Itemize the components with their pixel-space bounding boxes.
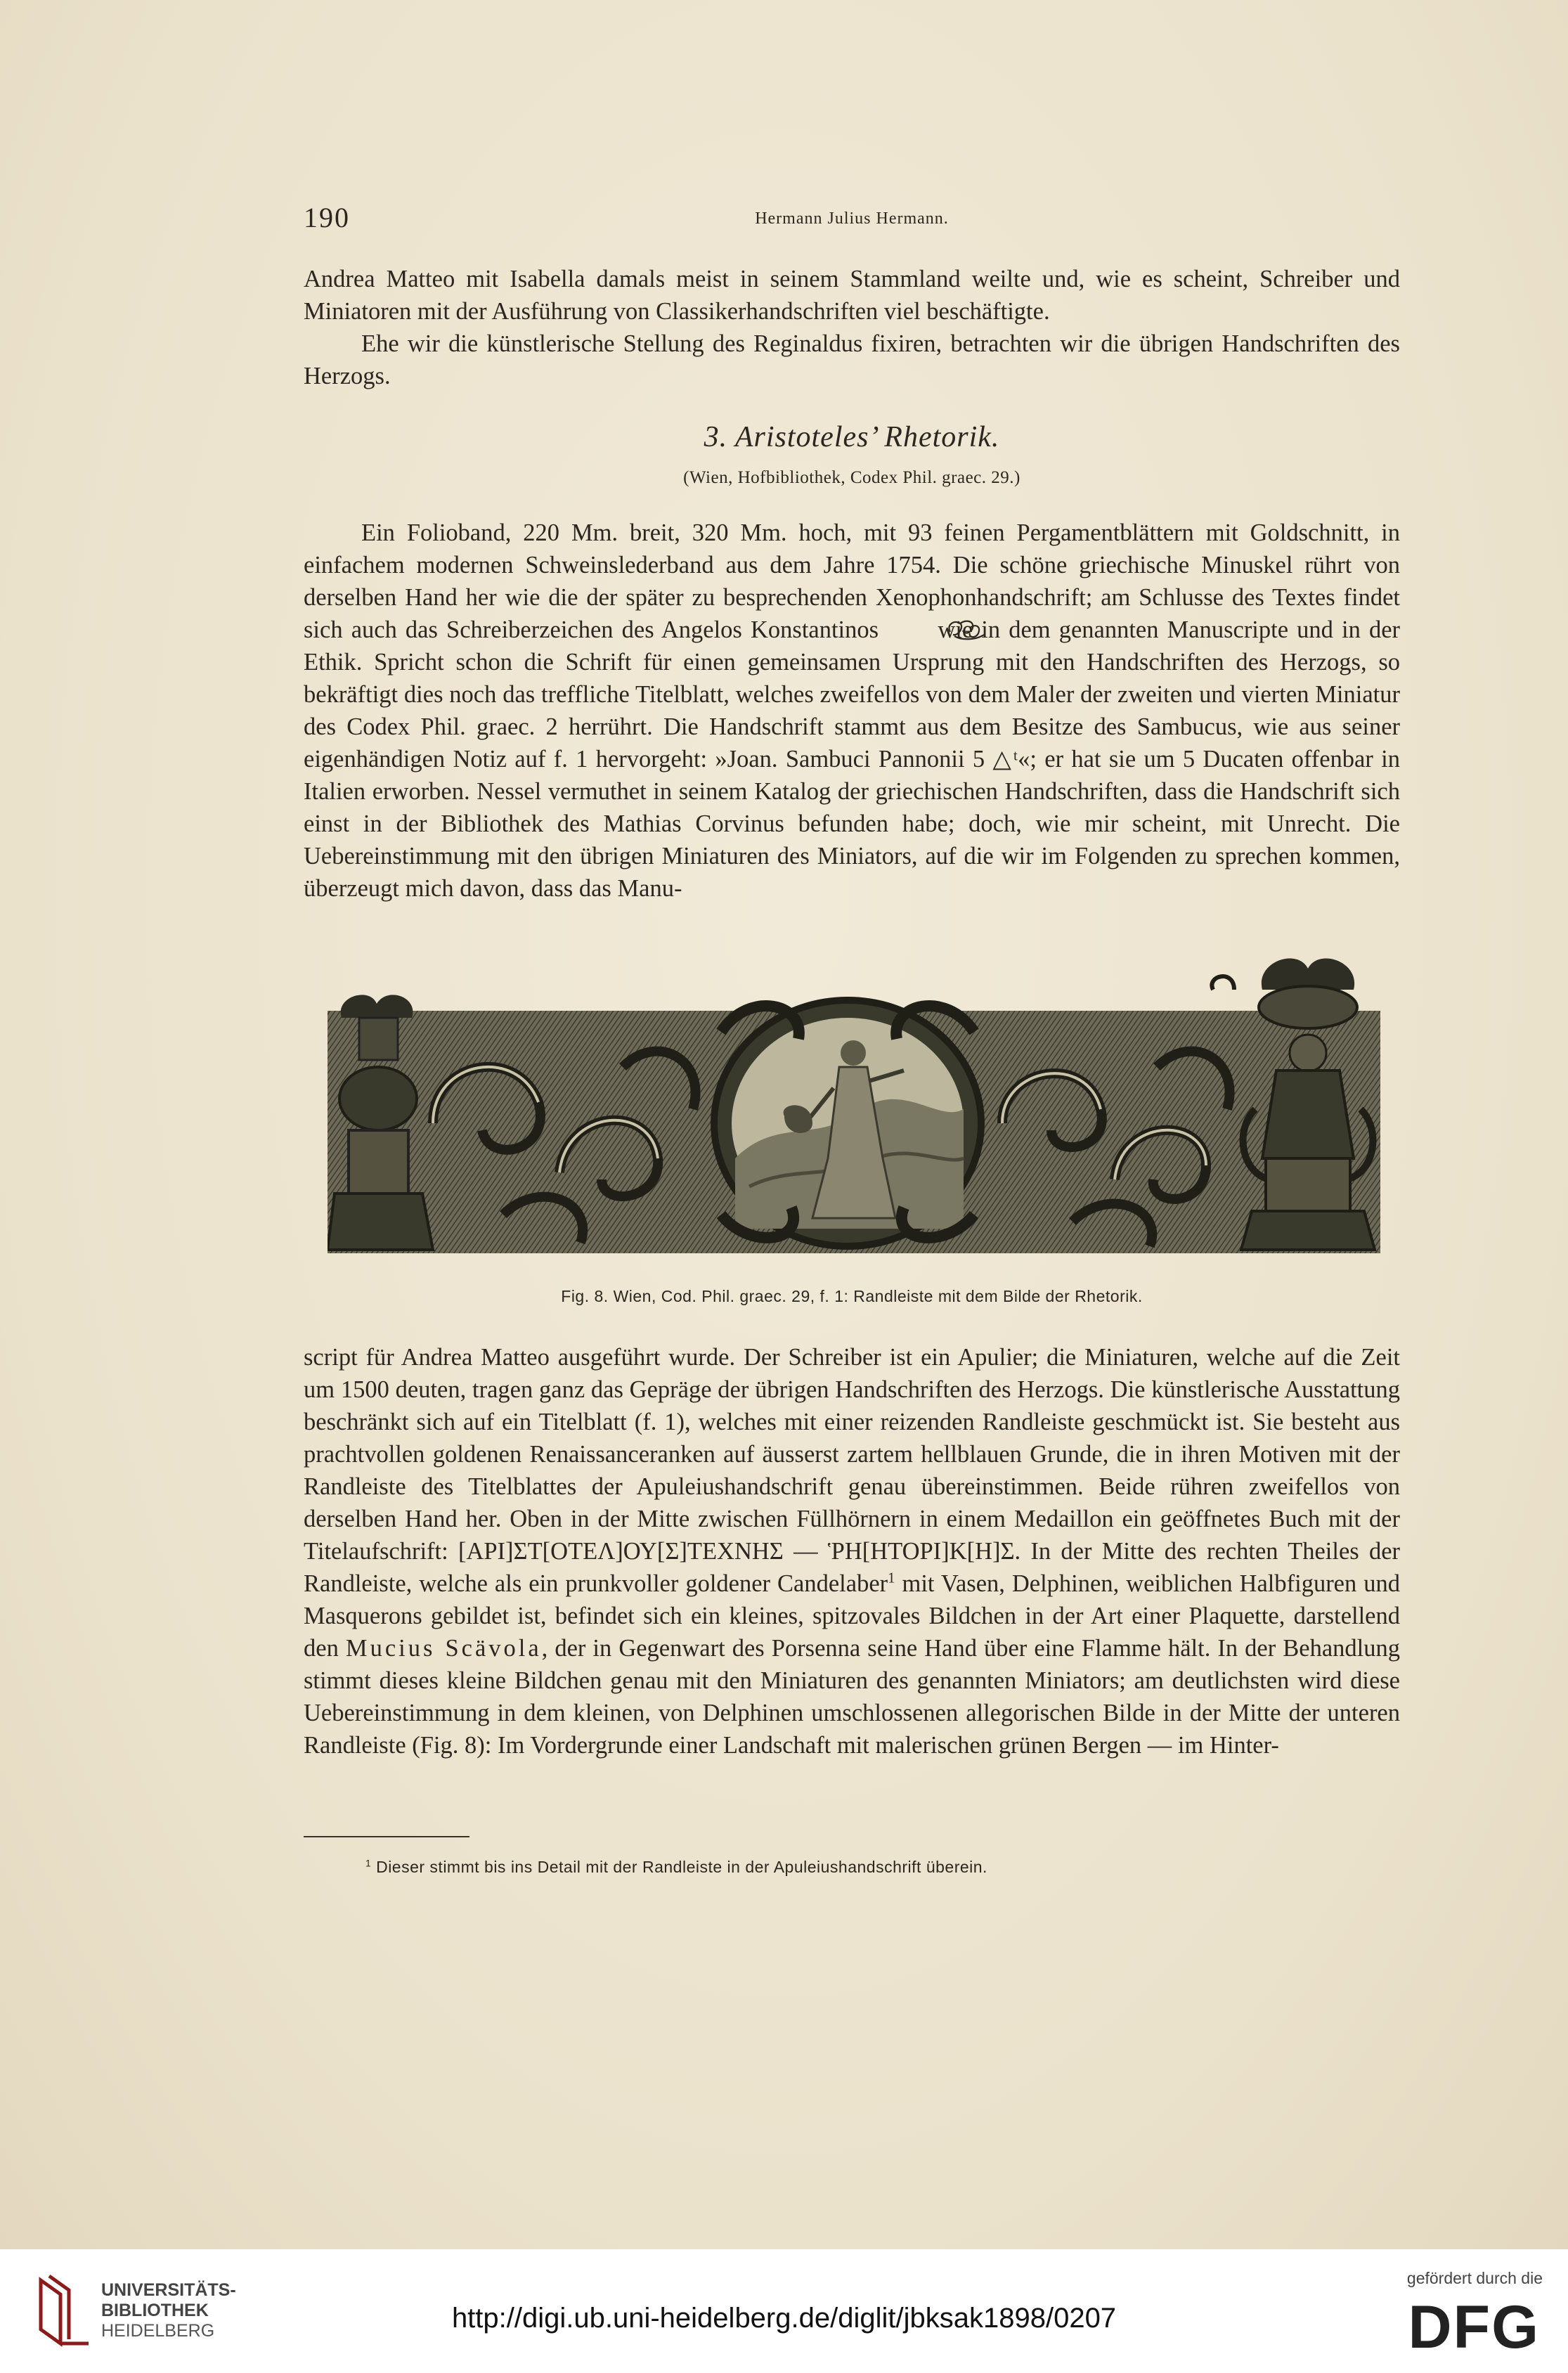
viewer-footer bbox=[0, 2249, 1568, 2373]
scribe-mark-icon bbox=[887, 618, 929, 642]
figure-border-ornament bbox=[328, 948, 1380, 1253]
permalink bbox=[0, 2303, 1568, 2334]
footnote-text: Dieser stimmt bis ins Detail mit der Randleiste in der Apuleiushandschrift überein. bbox=[376, 1858, 987, 1876]
body-paragraph-2b: mit Vasen, Delphinen, weiblichen Halbfiguren und Masquerons gebildet ist, befindet sich ein kleines, spitzovales Bildchen in der Art einer Plaquette, darstellend den bbox=[304, 1570, 1400, 1662]
figure-caption: Fig. 8. Wien, Cod. Phil. graec. 29, f. 1: Randleiste mit dem Bilde der Rhetorik. bbox=[561, 1287, 1143, 1305]
section-title: 3. Aristoteles’ Rhetorik. bbox=[704, 421, 1000, 453]
funding-note: gefördert durch die bbox=[1406, 2269, 1543, 2287]
dfg-logo[interactable]: DFG bbox=[1408, 2294, 1540, 2361]
section-subtitle: (Wien, Hofbibliothek, Codex Phil. graec. 29.) bbox=[683, 468, 1021, 487]
footnote-rule bbox=[304, 1836, 469, 1837]
intro-paragraph-2: Ehe wir die künstlerische Stellung des Reginaldus fixiren, betrachten wir die übrigen Handschriften des Herzogs. bbox=[304, 330, 1400, 389]
central-medallion bbox=[714, 1000, 981, 1246]
footnote-mark: 1 bbox=[365, 1858, 372, 1869]
page-header bbox=[304, 201, 1400, 243]
body-paragraph-2c: , der in Gegenwart des Porsenna seine Hand über eine Flamme hält. In der Behandlung stimmt dieses kleine Bildchen genau mit den Miniaturen des genannten Miniators; am deutlichsten wird diese Uebereinstimmung in dem kleinen, von Delphinen umschlossenen allegorischen Bilde in der Mitte der unteren Randleiste (Fig. 8): Im Vordergrunde einer Landschaft mit malerischen grünen Bergen — im Hinter- bbox=[304, 1635, 1401, 1759]
body-text-2 bbox=[304, 1341, 1400, 1761]
page-number: 190 bbox=[304, 202, 350, 233]
library-name-line-1: UNIVERSITÄTS- bbox=[101, 2280, 236, 2300]
body-text-1 bbox=[304, 517, 1400, 905]
library-name-line-2: BIBLIOTHEK bbox=[101, 2301, 209, 2320]
ornament-engraving bbox=[328, 948, 1380, 1253]
spaced-name: Mucius Scävola bbox=[345, 1635, 542, 1662]
running-head: Hermann Julius Hermann. bbox=[755, 209, 949, 228]
intro-text bbox=[304, 263, 1400, 392]
body-paragraph-2a: script für Andrea Matteo ausgeführt wurde. Der Schreiber ist ein Apulier; die Miniaturen, welche auf die Zeit um 1500 deuten, tragen ganz das Gepräge der übrigen Handschriften des Herzogs. Die künstlerische Ausstattung beschränkt sich auf ein Titelblatt (f. 1), welches mit einer reizenden Randleiste geschmückt ist. Sie besteht aus prachtvollen goldenen Renaissanceranken auf äusserst zartem hellblauen Grunde, die in ihren Motiven mit der Randleiste des Titelblattes der Apuleiushandschrift genau übereinstimmen. Beide rühren zweifellos von derselben Hand her. Oben in der Mitte zwischen Füllhörnern in einem Medaillon ein geöffnetes Buch mit der Titelaufschrift: [ΑΡΙ]ΣΤ[ΟΤΕΛ]ΟΥ[Σ]ΤΕΧΝΗΣ — ῬΗ[ΗΤΟΡΙ]Κ[Η]Σ. In der Mitte des rechten Theiles der Randleiste, welche als ein prunkvoller goldener Candelaber bbox=[304, 1344, 1400, 1597]
library-name-line-3: HEIDELBERG bbox=[101, 2321, 215, 2341]
footnote bbox=[304, 1856, 1400, 1878]
body-paragraph-2 bbox=[304, 1341, 1400, 1761]
body-paragraph-1a: Ein Folioband, 220 Mm. breit, 320 Mm. hoch, mit 93 feinen Pergamentblättern mit Goldschnitt, in einfachem modernen Schweinslederband aus dem Jahre 1754. Die schöne griechische Minuskel rührt von derselben Hand her wie die der später zu besprechenden Xenophonhandschrift; am Schlusse des Textes findet sich auch das Schreiberzeichen des Angelos Konstantinos bbox=[304, 519, 1400, 643]
footnote-reference[interactable]: 1 bbox=[888, 1570, 895, 1586]
intro-paragraph-1: Andrea Matteo mit Isabella damals meist in seinem Stammland weilte und, wie es scheint, Schreiber und Miniatoren mit der Ausführung von Classikerhandschriften viel beschäftigte. bbox=[304, 266, 1400, 325]
body-paragraph-1 bbox=[304, 517, 1400, 905]
body-paragraph-1b: wie in dem genannten Manuscripte und in der Ethik. Spricht schon die Schrift für einen gemeinsamen Ursprung mit den Handschriften des Herzogs, so bekräftigt dies noch das treffliche Titelblatt, welches zweifellos von dem Maler der zweiten und vierten Miniatur des Codex Phil. graec. 2 herrührt. Die Handschrift stammt aus dem Besitze des Sambucus, wie aus seiner eigenhändigen Notiz auf f. 1 hervorgeht: »Joan. Sambuci Pannonii 5 △ᵗ«; er hat sie um 5 Ducaten offenbar in Italien erworben. Nessel vermuthet in seinem Katalog der griechischen Handschriften, dass die Handschrift sich einst in der Bibliothek des Mathias Corvinus befunden habe; doch, wie mir scheint, mit Unrecht. Die Uebereinstimmung mit den übrigen Miniaturen des Miniators, auf die wir im Folgenden zu sprechen kommen, überzeugt mich davon, dass das Manu- bbox=[304, 616, 1401, 902]
permalink-link[interactable]: http://digi.ub.uni-heidelberg.de/diglit/jbksak1898/0207 bbox=[451, 2303, 1117, 2334]
